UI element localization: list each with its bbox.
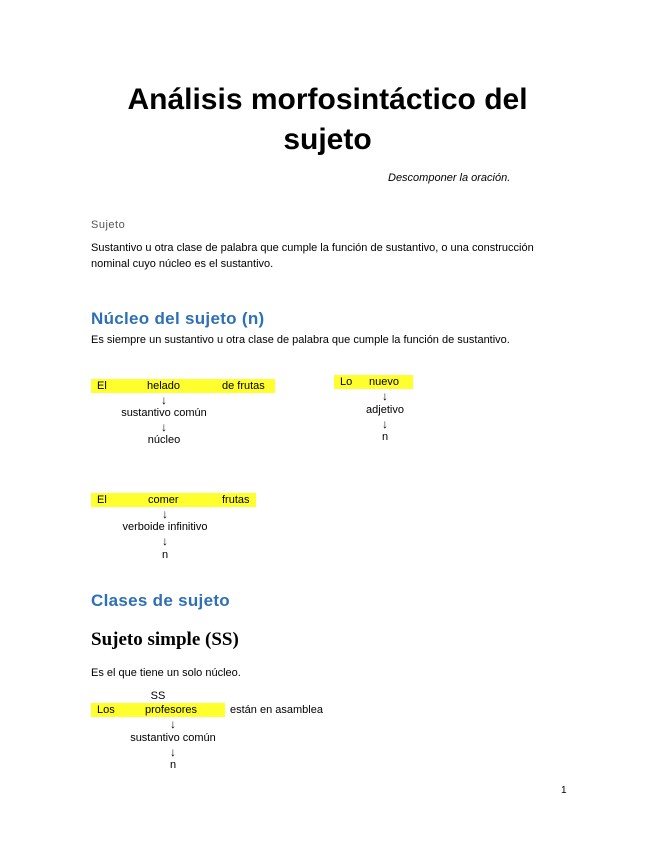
example-word: frutas: [222, 494, 250, 506]
syntactic-function: n: [169, 759, 177, 771]
word-category: verboide infinitivo: [122, 521, 208, 533]
subsection-heading-sujeto-simple: Sujeto simple (SS): [91, 629, 239, 650]
down-arrow-icon: ↓: [382, 389, 388, 403]
nucleo-description: Es siempre un sustantivo u otra clase de palabra que cumple la función de sustantivo.: [91, 334, 510, 346]
syntactic-function: núcleo: [147, 434, 181, 446]
word-category: adjetivo: [366, 404, 404, 416]
down-arrow-icon: ↓: [161, 393, 167, 407]
definition-text-line-2: nominal cuyo núcleo es el sustantivo.: [91, 258, 274, 270]
sujeto-simple-description: Es el que tiene un solo núcleo.: [91, 667, 241, 679]
subject-tag: SS: [150, 690, 166, 702]
example-word: profesores: [145, 704, 197, 716]
down-arrow-icon: ↓: [162, 507, 168, 521]
down-arrow-icon: ↓: [170, 745, 176, 759]
syntactic-function: n: [161, 549, 169, 561]
example-word: El: [97, 380, 107, 392]
document-title-line-2: sujeto: [283, 123, 372, 156]
example-word: El: [97, 494, 107, 506]
section-heading-nucleo: Núcleo del sujeto (n): [91, 309, 265, 328]
example-word: nuevo: [369, 376, 399, 388]
definition-label: Sujeto: [91, 219, 126, 231]
example-predicate: están en asamblea: [230, 704, 323, 716]
page-number: 1: [561, 785, 567, 796]
down-arrow-icon: ↓: [161, 420, 167, 434]
document-title-line-1: Análisis morfosintáctico del: [127, 83, 528, 116]
word-category: sustantivo común: [121, 407, 207, 419]
down-arrow-icon: ↓: [162, 534, 168, 548]
word-category: sustantivo común: [130, 732, 216, 744]
example-word: Los: [97, 704, 115, 716]
example-word: de frutas: [222, 380, 265, 392]
section-heading-clases: Clases de sujeto: [91, 591, 230, 610]
syntactic-function: n: [381, 431, 389, 443]
example-word: helado: [147, 380, 181, 392]
example-word: comer: [148, 494, 179, 506]
document-subtitle: Descomponer la oración.: [388, 172, 511, 184]
down-arrow-icon: ↓: [170, 717, 176, 731]
definition-text-line-1: Sustantivo u otra clase de palabra que cumple la función de sustantivo, o una construcción: [91, 242, 534, 254]
down-arrow-icon: ↓: [382, 417, 388, 431]
example-word: Lo: [340, 376, 353, 388]
